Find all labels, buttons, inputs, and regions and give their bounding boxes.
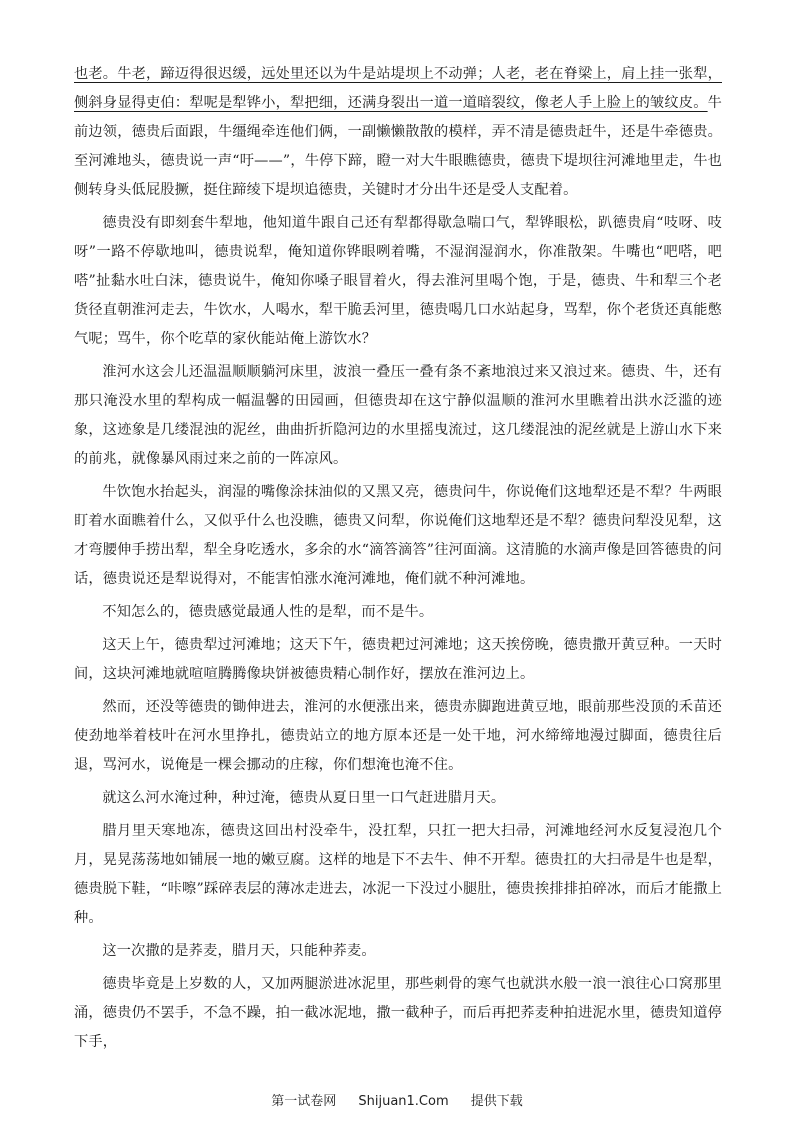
paragraph-4: 牛饮饱水抬起头，润湿的嘴像涂抹油似的又黑又亮，德贵问牛，你说俺们这地犁还是不犁？牛两眼盯着水面瞧着什么，又似乎什么也没瞧，德贵又问犁，你说俺们这地犁还是不犁？德贵问犁没见犁，这才弯腰伸手捞出犁，犁全身吃透水，多余的水“滴答滴答”往河面滴。这清脆的水滴声像是回答德贵的问话，德贵说还是犁说得对，不能害怕涨水淹河滩地，俺们就不种河滩地。 [74,484,722,587]
paragraph-7: 然而，还没等德贵的锄伸进去，淮河的水便涨出来，德贵赤脚跑进黄豆地，眼前那些没顶的禾苗还使劲地举着枝叶在河水里挣扎，德贵站立的地方原本还是一处干地，河水缔缔地漫过脚面，德贵往后退，骂河水，说俺是一棵会挪动的庄稼，你们想淹也淹不住。 [74,699,722,773]
paragraph-1 [74,60,722,205]
paragraph-10: 这一次撒的是荞麦，腊月天，只能种荞麦。 [102,943,376,959]
underlined-passage: 也老。牛老，蹄迈得很迟缓，远处里还以为牛是站堤坝上不动弹；人老，老在脊梁上，肩上挂一张犁，侧斜身显得吏伯：犁呢是犁铧小，犁把细，还满身裂出一道一道暗裂纹，像老人手上脸上的皱纹皮。 [74,66,722,111]
paragraph-3: 淮河水这会儿还温温顺顺躺河床里，波浪一叠压一叠有条不紊地浪过来又浪过来。德贵、牛，还有那只淹没水里的犁构成一幅温馨的田园画，但德贵却在这宁静似温顺的淮河水里瞧着出洪水泛滥的迹象，这迹象是几缕混浊的泥丝，曲曲折折隐河边的水里摇曳流过，这几缕混浊的泥丝就是上游山水下来的前兆，就像暴风雨过来之前的一阵凉风。 [74,364,722,467]
footer-download-text: 提供下载 [470,1094,523,1109]
page-footer [0,1090,794,1109]
paragraph-5: 不知怎么的，德贵感觉最通人性的是犁，而不是牛。 [102,604,434,620]
paragraph-2: 德贵没有即刻套牛犁地，他知道牛跟自己还有犁都得歇急喘口气，犁铧眼松，趴德贵肩“吱呀、吱呀”一路不停歇地叫，德贵说犁，俺知道你铧眼咧着嘴，不湿润湿润水，你准散架。牛嘴也“吧嗒，吧嗒”扯黏水吐白沫，德贵说牛，俺知你嗓子眼冒着火，得去淮河里喝个饱，于是，德贵、牛和犁三个老货径直朝淮河走去，牛饮水，人喝水，犁干脆丢河里，德贵喝几口水站起身，骂犁，你个老货还真能憋气呢；骂牛，你个吃草的家伙能站俺上游饮水？ [74,215,722,347]
footer-site-domain: Shijuan1.Com [358,1094,449,1109]
article-body [74,60,722,1061]
footer-site-name: 第一试卷网 [271,1094,337,1109]
paragraph-9: 腊月里天寒地冻，德贵这回出村没牵牛，没扛犁，只扛一把大扫帚，河滩地经河水反复浸泡几个月，晃晃荡荡地如铺展一地的嫩豆腐。这样的地是下不去牛、伸不开犁。德贵扛的大扫帚是牛也是犁，德贵脱下鞋，“咔嚓”踩碎表层的薄冰走进去，冰泥一下没过小腿肚，德贵挨排排拍碎冰，而后才能撒上种。 [74,823,722,926]
paragraph-1-continuation: 牛前边领，德贵后面跟，牛缰绳牵连他们俩，一副懒懒散散的模样，弄不清是德贵赶牛，还是牛牵德贵。至河滩地头，德贵说一声“吁——”，牛停下蹄，瞪一对大牛眼瞧德贵，德贵下堤坝往河滩地里走，牛也侧转身头低屁股撅，挺住蹄绫下堤坝追德贵，关键时才分出牛还是受人支配着。 [74,95,722,198]
paragraph-6: 这天上午，德贵犁过河滩地；这天下午，德贵耙过河滩地；这天挨傍晚，德贵撒开黄豆种。一天时间，这块河滩地就喧喧腾腾像块饼被德贵精心制作好，摆放在淮河边上。 [74,637,722,682]
paragraph-8: 就这么河水淹过种，种过淹，德贵从夏日里一口气赶进腊月天。 [102,790,506,806]
paragraph-11: 德贵毕竟是上岁数的人，又加两腿淤进冰泥里，那些刺骨的寒气也就洪水般一浪一浪往心口窝那里涌，德贵仍不罢手，不急不躁，拍一截冰泥地，撒一截种子，而后再把荞麦种拍进泥水里，德贵知道停下手， [74,976,722,1050]
